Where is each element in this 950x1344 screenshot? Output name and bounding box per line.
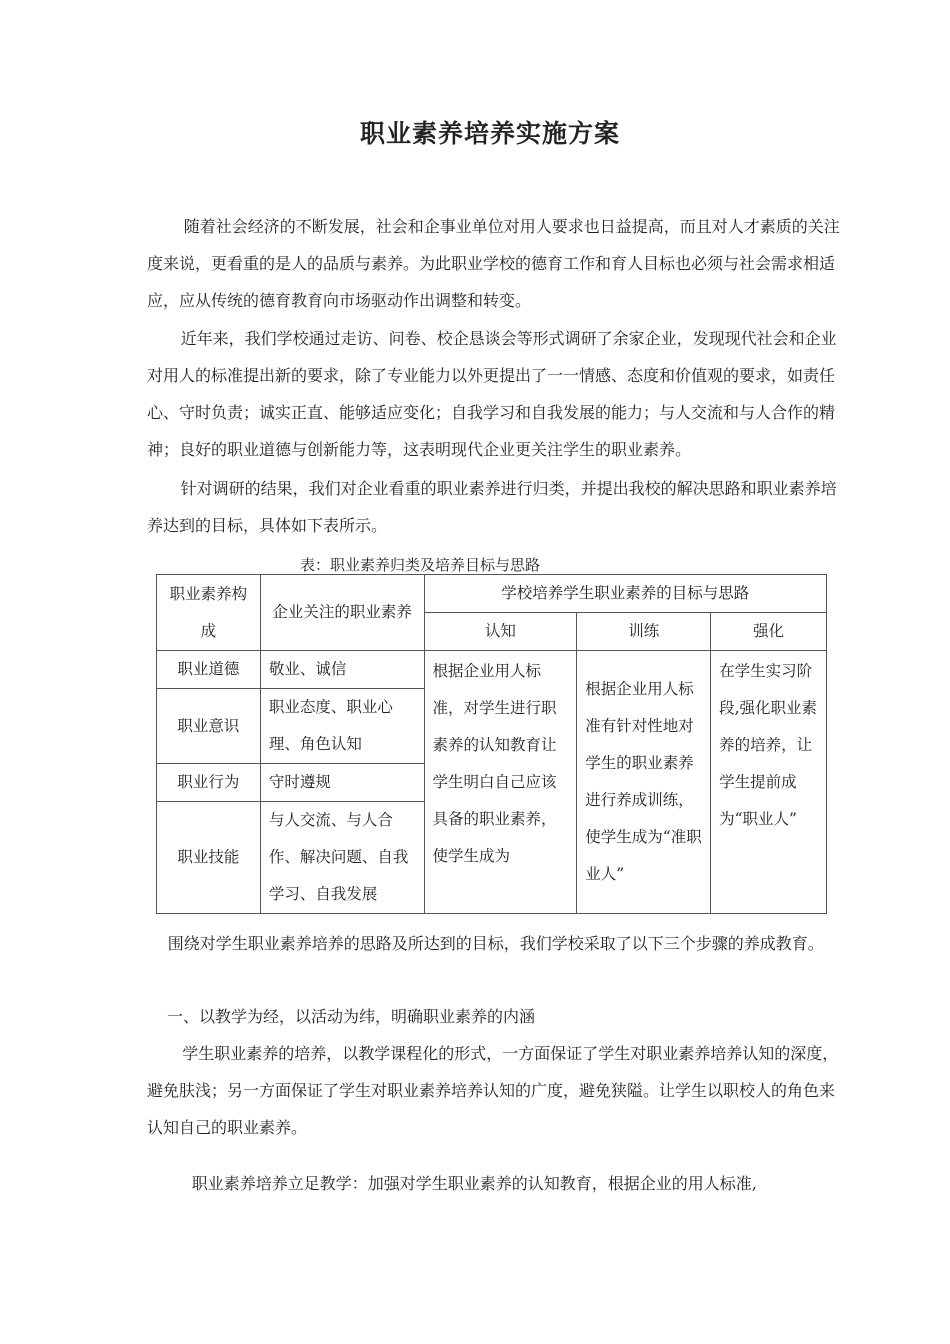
table-caption: 表：职业素养归类及培养目标与思路	[300, 556, 541, 574]
row-component: 职业技能	[157, 802, 261, 914]
subheader-cognition: 认知	[424, 613, 577, 651]
row-enterprise: 与人交流、与人合作、解决问题、自我学习、自我发展	[260, 802, 424, 914]
row-enterprise: 守时遵规	[260, 764, 424, 802]
header-component: 职业素养构成	[157, 575, 261, 651]
row-enterprise: 敬业、诚信	[260, 651, 424, 689]
literacy-table	[156, 574, 827, 914]
paragraph-intro: 随着社会经济的不断发展，社会和企事业单位对用人要求也日益提高，而且对人才素质的关注度来说，更看重的是人的品质与素养。为此职业学校的德育工作和育人目标也必须与社会需求相适应，应从传统的德育教育向市场驱动作出调整和转变。	[147, 217, 840, 310]
header-school-goals: 学校培养学生职业素养的目标与思路	[424, 575, 826, 613]
paragraph-research: 近年来，我们学校通过走访、问卷、校企恳谈会等形式调研了余家企业，发现现代社会和企业对用人的标准提出新的要求，除了专业能力以外更提出了一一情感、态度和价值观的要求，如责任心、守时负责；诚实正直、能够适应变化；自我学习和自我发展的能力；与人交流和与人合作的精神；良好的职业道德与创新能力等，这表明现代企业更关注学生的职业素养。	[147, 329, 837, 459]
subheader-training: 训练	[577, 613, 711, 651]
row-component: 职业行为	[157, 764, 261, 802]
paragraph-classification: 针对调研的结果，我们对企业看重的职业素养进行归类，并提出我校的解决思路和职业素养培养达到的目标，具体如下表所示。	[147, 479, 837, 535]
paragraph-curriculum: 学生职业素养的培养，以教学课程化的形式，一方面保证了学生对职业素养培养认知的深度，避免肤浅；另一方面保证了学生对职业素养培养认知的广度，避免狭隘。让学生以职校人的角色来认知自己的职业素养。	[147, 1044, 839, 1137]
header-enterprise: 企业关注的职业素养	[260, 575, 424, 651]
row-component: 职业意识	[157, 689, 261, 764]
subheader-strengthen: 强化	[711, 613, 827, 651]
row-component: 职业道德	[157, 651, 261, 689]
training-cell: 根据企业用人标准有针对性地对学生的职业素养进行养成训练，使学生成为“准职业人”	[577, 651, 711, 914]
page-title: 职业素养培养实施方案	[359, 119, 620, 148]
paragraph-teaching: 职业素养培养立足教学：加强对学生职业素养的认知教育，根据企业的用人标准,	[191, 1174, 757, 1193]
paragraph-steps: 围绕对学生职业素养培养的思路及所达到的目标，我们学校采取了以下三个步骤的养成教育。	[167, 934, 824, 953]
strengthen-cell: 在学生实习阶段,强化职业素养的培养，让学生提前成为“职业人”	[711, 651, 827, 914]
row-enterprise: 职业态度、职业心理、角色认知	[260, 689, 424, 764]
section-heading: 一、以教学为经，以活动为纬，明确职业素养的内涵	[167, 1007, 536, 1026]
cognition-cell: 根据企业用人标准，对学生进行职素养的认知教育让学生明白自己应该具备的职业素养，使学生成为	[424, 651, 577, 914]
